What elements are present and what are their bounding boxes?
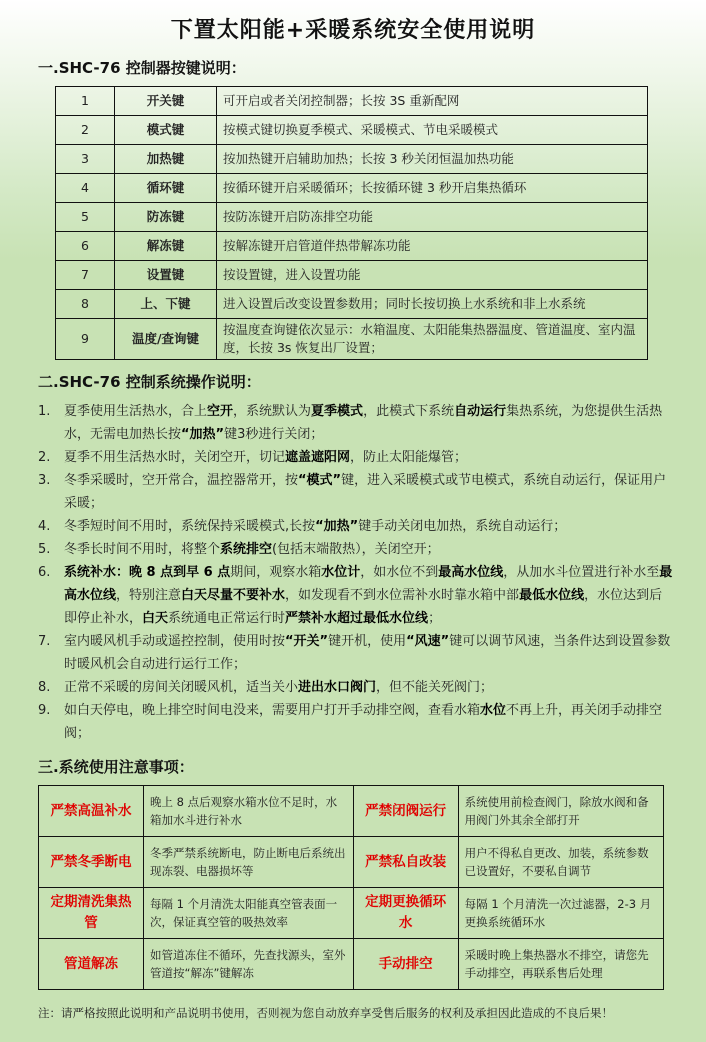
- item-text: 键3秒进行关闭；: [224, 427, 324, 442]
- key-number: 9: [56, 319, 115, 360]
- key-name: 模式键: [115, 116, 217, 145]
- emphasis-text: 系统排空: [220, 542, 273, 557]
- key-number: 3: [56, 145, 115, 174]
- item-text: ，特别注意: [116, 588, 182, 603]
- item-text: 冬季采暖时，空开常合，温控器常开，按: [64, 473, 299, 488]
- emphasis-text: 水位: [480, 703, 507, 718]
- warning-label: 严禁私自改装: [353, 837, 458, 888]
- key-name: 解冻键: [115, 232, 217, 261]
- emphasis-text: “模式”: [298, 473, 342, 488]
- item-text: ；: [428, 611, 442, 626]
- key-name: 温度/查询键: [115, 319, 217, 360]
- section3-heading: 三.系统使用注意事项：: [38, 758, 194, 776]
- item-text: 系统通电正常运行时: [168, 611, 286, 626]
- key-number: 7: [56, 261, 115, 290]
- emphasis-text: 遮盖遮阳网: [285, 450, 351, 465]
- list-item: [38, 699, 674, 745]
- item-number: 7.: [38, 634, 51, 649]
- warning-description: 采暖时晚上集热器水不排空，请您先手动排空，再联系售后处理: [458, 939, 663, 990]
- key-name: 加热键: [115, 145, 217, 174]
- key-number: 6: [56, 232, 115, 261]
- item-text: ，此模式下系统: [363, 404, 455, 419]
- warning-label: 严禁冬季断电: [39, 837, 144, 888]
- warning-description: 如管道冻住不循环，先查找源头，室外管道按“解冻”键解冻: [144, 939, 354, 990]
- list-item: [38, 630, 674, 676]
- key-number: 1: [56, 87, 115, 116]
- table-row: [56, 232, 648, 261]
- item-text: ，水位达到后即停止补水，: [64, 588, 663, 626]
- list-item: [38, 400, 674, 446]
- table-row: [39, 837, 664, 888]
- emphasis-text: “开关”: [285, 634, 329, 649]
- page-title: 下置太阳能+采暖系统安全使用说明: [170, 18, 536, 43]
- emphasis-text: 白天尽量不要补水: [181, 588, 286, 603]
- item-number: 2.: [38, 450, 51, 465]
- warning-description: 晚上 8 点后观察水箱水位不足时，水箱加水斗进行补水: [144, 786, 354, 837]
- emphasis-text: 严禁补水超过最低水位线: [285, 611, 429, 626]
- emphasis-text: “风速”: [406, 634, 450, 649]
- notes-table: [38, 785, 664, 990]
- item-text: 如白天停电，晚上排空时间电没来，需要用户打开手动排空阀，查看水箱: [64, 703, 481, 718]
- item-text: 键开机，使用: [328, 634, 407, 649]
- emphasis-text: 水位计: [321, 565, 361, 580]
- item-text: 冬季短时间不用时，系统保持采暖模式,长按: [64, 519, 316, 534]
- item-number: 8.: [38, 680, 51, 695]
- key-name: 防冻键: [115, 203, 217, 232]
- section1-heading: 一.SHC-76 控制器按键说明：: [38, 59, 246, 77]
- list-item: [38, 561, 674, 630]
- key-description: 按模式键切换夏季模式、采暖模式、节电采暖模式: [217, 116, 648, 145]
- item-text: 夏季不用生活热水时，关闭空开，切记: [64, 450, 286, 465]
- warning-label: 手动排空: [353, 939, 458, 990]
- list-item: [38, 469, 674, 515]
- item-text: ，如发现看不到水位需补水时靠水箱中部: [285, 588, 520, 603]
- emphasis-text: “加热”: [315, 519, 359, 534]
- emphasis-text: 空开: [207, 404, 234, 419]
- item-text: 不再上升，再关闭手动排空阀；: [64, 703, 663, 741]
- item-number: 3.: [38, 473, 51, 488]
- list-item: [38, 446, 674, 469]
- item-number: 4.: [38, 519, 51, 534]
- emphasis-text: 进出水口阀门: [298, 680, 377, 695]
- list-item: [38, 676, 674, 699]
- item-text: (包括末端散热），关闭空开；: [272, 542, 440, 557]
- item-text: 集热系统，为您提供生活热水，无需电加热长按: [64, 404, 663, 442]
- key-number: 5: [56, 203, 115, 232]
- warning-label: 严禁高温补水: [39, 786, 144, 837]
- emphasis-text: “加热”: [181, 427, 225, 442]
- warning-description: 每隔 1 个月清洗一次过滤器，2-3 月更换系统循环水: [458, 888, 663, 939]
- key-description: 进入设置后改变设置参数用；同时长按切换上水系统和非上水系统: [217, 290, 648, 319]
- key-number: 2: [56, 116, 115, 145]
- warning-description: 冬季严禁系统断电，防止断电后系统出现冻裂、电器损坏等: [144, 837, 354, 888]
- emphasis-text: 系统补水：晚 8 点到早 6 点: [64, 565, 231, 580]
- warning-description: 系统使用前检查阀门，除放水阀和备用阀门外其余全部打开: [458, 786, 663, 837]
- key-number: 8: [56, 290, 115, 319]
- item-text: 正常不采暖的房间关闭暖风机，适当关小: [64, 680, 299, 695]
- table-row: [56, 261, 648, 290]
- key-number: 4: [56, 174, 115, 203]
- key-description: 可开启或者关闭控制器；长按 3S 重新配网: [217, 87, 648, 116]
- emphasis-text: 夏季模式: [311, 404, 364, 419]
- table-row: [39, 786, 664, 837]
- item-text: 室内暖风机手动或遥控控制，使用时按: [64, 634, 286, 649]
- item-number: 1.: [38, 404, 51, 419]
- key-description: 按防冻键开启防冻排空功能: [217, 203, 648, 232]
- warning-label: 严禁闭阀运行: [353, 786, 458, 837]
- operation-list: [38, 400, 674, 745]
- key-name: 设置键: [115, 261, 217, 290]
- footnote: 注：请严格按照此说明和产品说明书使用，否则视为您自动放弃享受售后服务的权利及承担因此造成的不良后果！: [38, 1006, 613, 1020]
- warning-label: 定期清洗集热管: [39, 888, 144, 939]
- emphasis-text: 白天: [142, 611, 169, 626]
- table-row: [56, 319, 648, 360]
- warning-description: 用户不得私自更改、加装，系统参数已设置好，不要私自调节: [458, 837, 663, 888]
- table-row: [56, 290, 648, 319]
- item-text: ，从加水斗位置进行补水至: [503, 565, 660, 580]
- key-name: 上、下键: [115, 290, 217, 319]
- item-text: ，系统默认为: [233, 404, 312, 419]
- table-row: [39, 939, 664, 990]
- key-name: 开关键: [115, 87, 217, 116]
- table-row: [56, 203, 648, 232]
- table-row: [39, 888, 664, 939]
- item-text: 键可以调节风速，当条件达到设置参数时暖风机会自动进行运行工作；: [64, 634, 671, 672]
- section2-heading: 二.SHC-76 控制系统操作说明：: [38, 373, 261, 391]
- item-text: ，防止太阳能爆管；: [350, 450, 468, 465]
- key-description: 按解冻键开启管道伴热带解冻功能: [217, 232, 648, 261]
- key-name: 循环键: [115, 174, 217, 203]
- item-text: ，如水位不到: [360, 565, 439, 580]
- warning-label: 管道解冻: [39, 939, 144, 990]
- warning-description: 每隔 1 个月清洗太阳能真空管表面一次，保证真空管的吸热效率: [144, 888, 354, 939]
- emphasis-text: 自动运行: [454, 404, 507, 419]
- list-item: [38, 515, 674, 538]
- item-text: 键，进入采暖模式或节电模式，系统自动运行，保证用户采暖；: [64, 473, 667, 511]
- table-row: [56, 116, 648, 145]
- key-description: 按循环键开启采暖循环；长按循环键 3 秒开启集热循环: [217, 174, 648, 203]
- emphasis-text: 最高水位线: [64, 565, 673, 603]
- key-description: 按加热键开启辅助加热；长按 3 秒关闭恒温加热功能: [217, 145, 648, 174]
- item-text: 期间，观察水箱: [230, 565, 322, 580]
- item-number: 5.: [38, 542, 51, 557]
- key-description: 按设置键，进入设置功能: [217, 261, 648, 290]
- key-description: 按温度查询键依次显示：水箱温度、太阳能集热器温度、管道温度、室内温度，长按 3s 恢复出厂设置；: [217, 319, 648, 360]
- emphasis-text: 最低水位线: [519, 588, 585, 603]
- key-table: [55, 86, 648, 360]
- item-number: 9.: [38, 703, 51, 718]
- table-row: [56, 174, 648, 203]
- table-row: [56, 87, 648, 116]
- item-text: 冬季长时间不用时，将整个: [64, 542, 221, 557]
- item-text: 夏季使用生活热水，合上: [64, 404, 208, 419]
- item-number: 6.: [38, 565, 51, 580]
- item-text: 键手动关闭电加热，系统自动运行；: [358, 519, 567, 534]
- item-text: ，但不能关死阀门；: [376, 680, 494, 695]
- table-row: [56, 145, 648, 174]
- list-item: [38, 538, 674, 561]
- warning-label: 定期更换循环水: [353, 888, 458, 939]
- emphasis-text: 最高水位线: [438, 565, 504, 580]
